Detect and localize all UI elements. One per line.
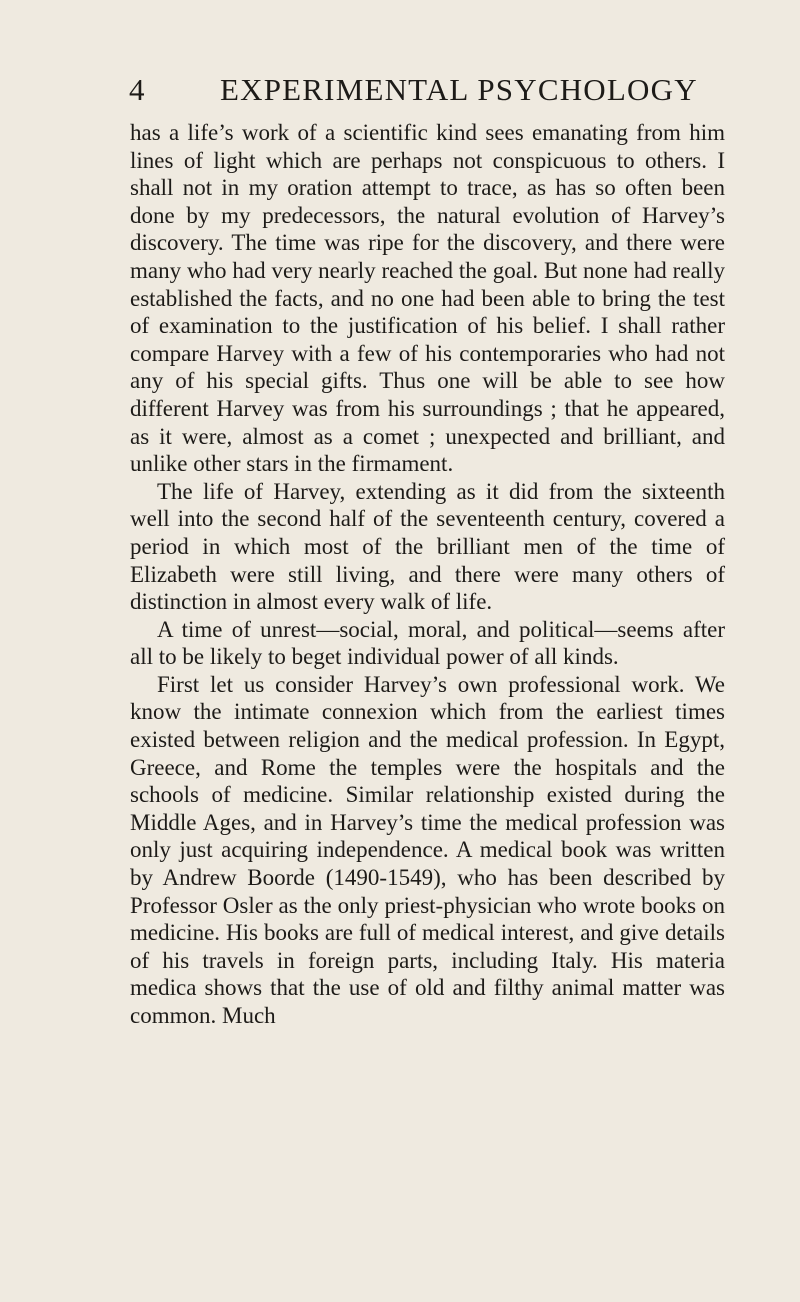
page-number: 4 — [129, 72, 145, 107]
running-head — [129, 70, 727, 110]
body-text — [130, 119, 725, 1030]
paragraph-time-of-unrest: A time of unrest—social, moral, and political—seems after all to be likely to beget individual power of all kinds. — [130, 616, 725, 670]
paragraph-harvey-life: The life of Harvey, extending as it did from the sixteenth well into the second half of the seventeenth century, covered a period in which most of the brilliant men of the time of Elizabeth were still living, and there were many others of distinction in almost every walk of life. — [130, 478, 725, 615]
paragraph-professional-work: First let us consider Harvey’s own professional work. We know the intimate connexion which from the earliest times existed between religion and the medical profession. In Egypt, Greece, and Rome the temples were the hospitals and the schools of medicine. Similar relationship existed during the Middle Ages, and in Harvey’s time the medical profession was only just acquiring independence. A medical book was written by Andrew Boorde (1490-1549), who has been described by Professor Osler as the only priest-physician who wrote books on medicine. His books are full of medical interest, and give details of his travels in foreign parts, including Italy. His materia medica shows that the use of old and filthy animal matter was common. Much — [130, 671, 725, 1028]
paragraph-continued: has a life’s work of a scientific kind sees emanating from him lines of light which are perhaps not conspicuous to others. I shall not in my oration attempt to trace, as has so often been done by my predecessors, the natural evolution of Harvey’s discovery. The time was ripe for the discovery, and there were many who had very nearly reached the goal. But none had really established the facts, and no one had been able to bring the test of examination to the justification of his belief. I shall rather compare Harvey with a few of his contemporaries who had not any of his special gifts. Thus one will be able to see how different Harvey was from his surroundings ; that he appeared, as it were, almost as a comet ; unexpected and brilliant, and unlike other stars in the firmament. — [130, 120, 725, 477]
running-title: EXPERIMENTAL PSYCHOLOGY — [220, 72, 698, 107]
